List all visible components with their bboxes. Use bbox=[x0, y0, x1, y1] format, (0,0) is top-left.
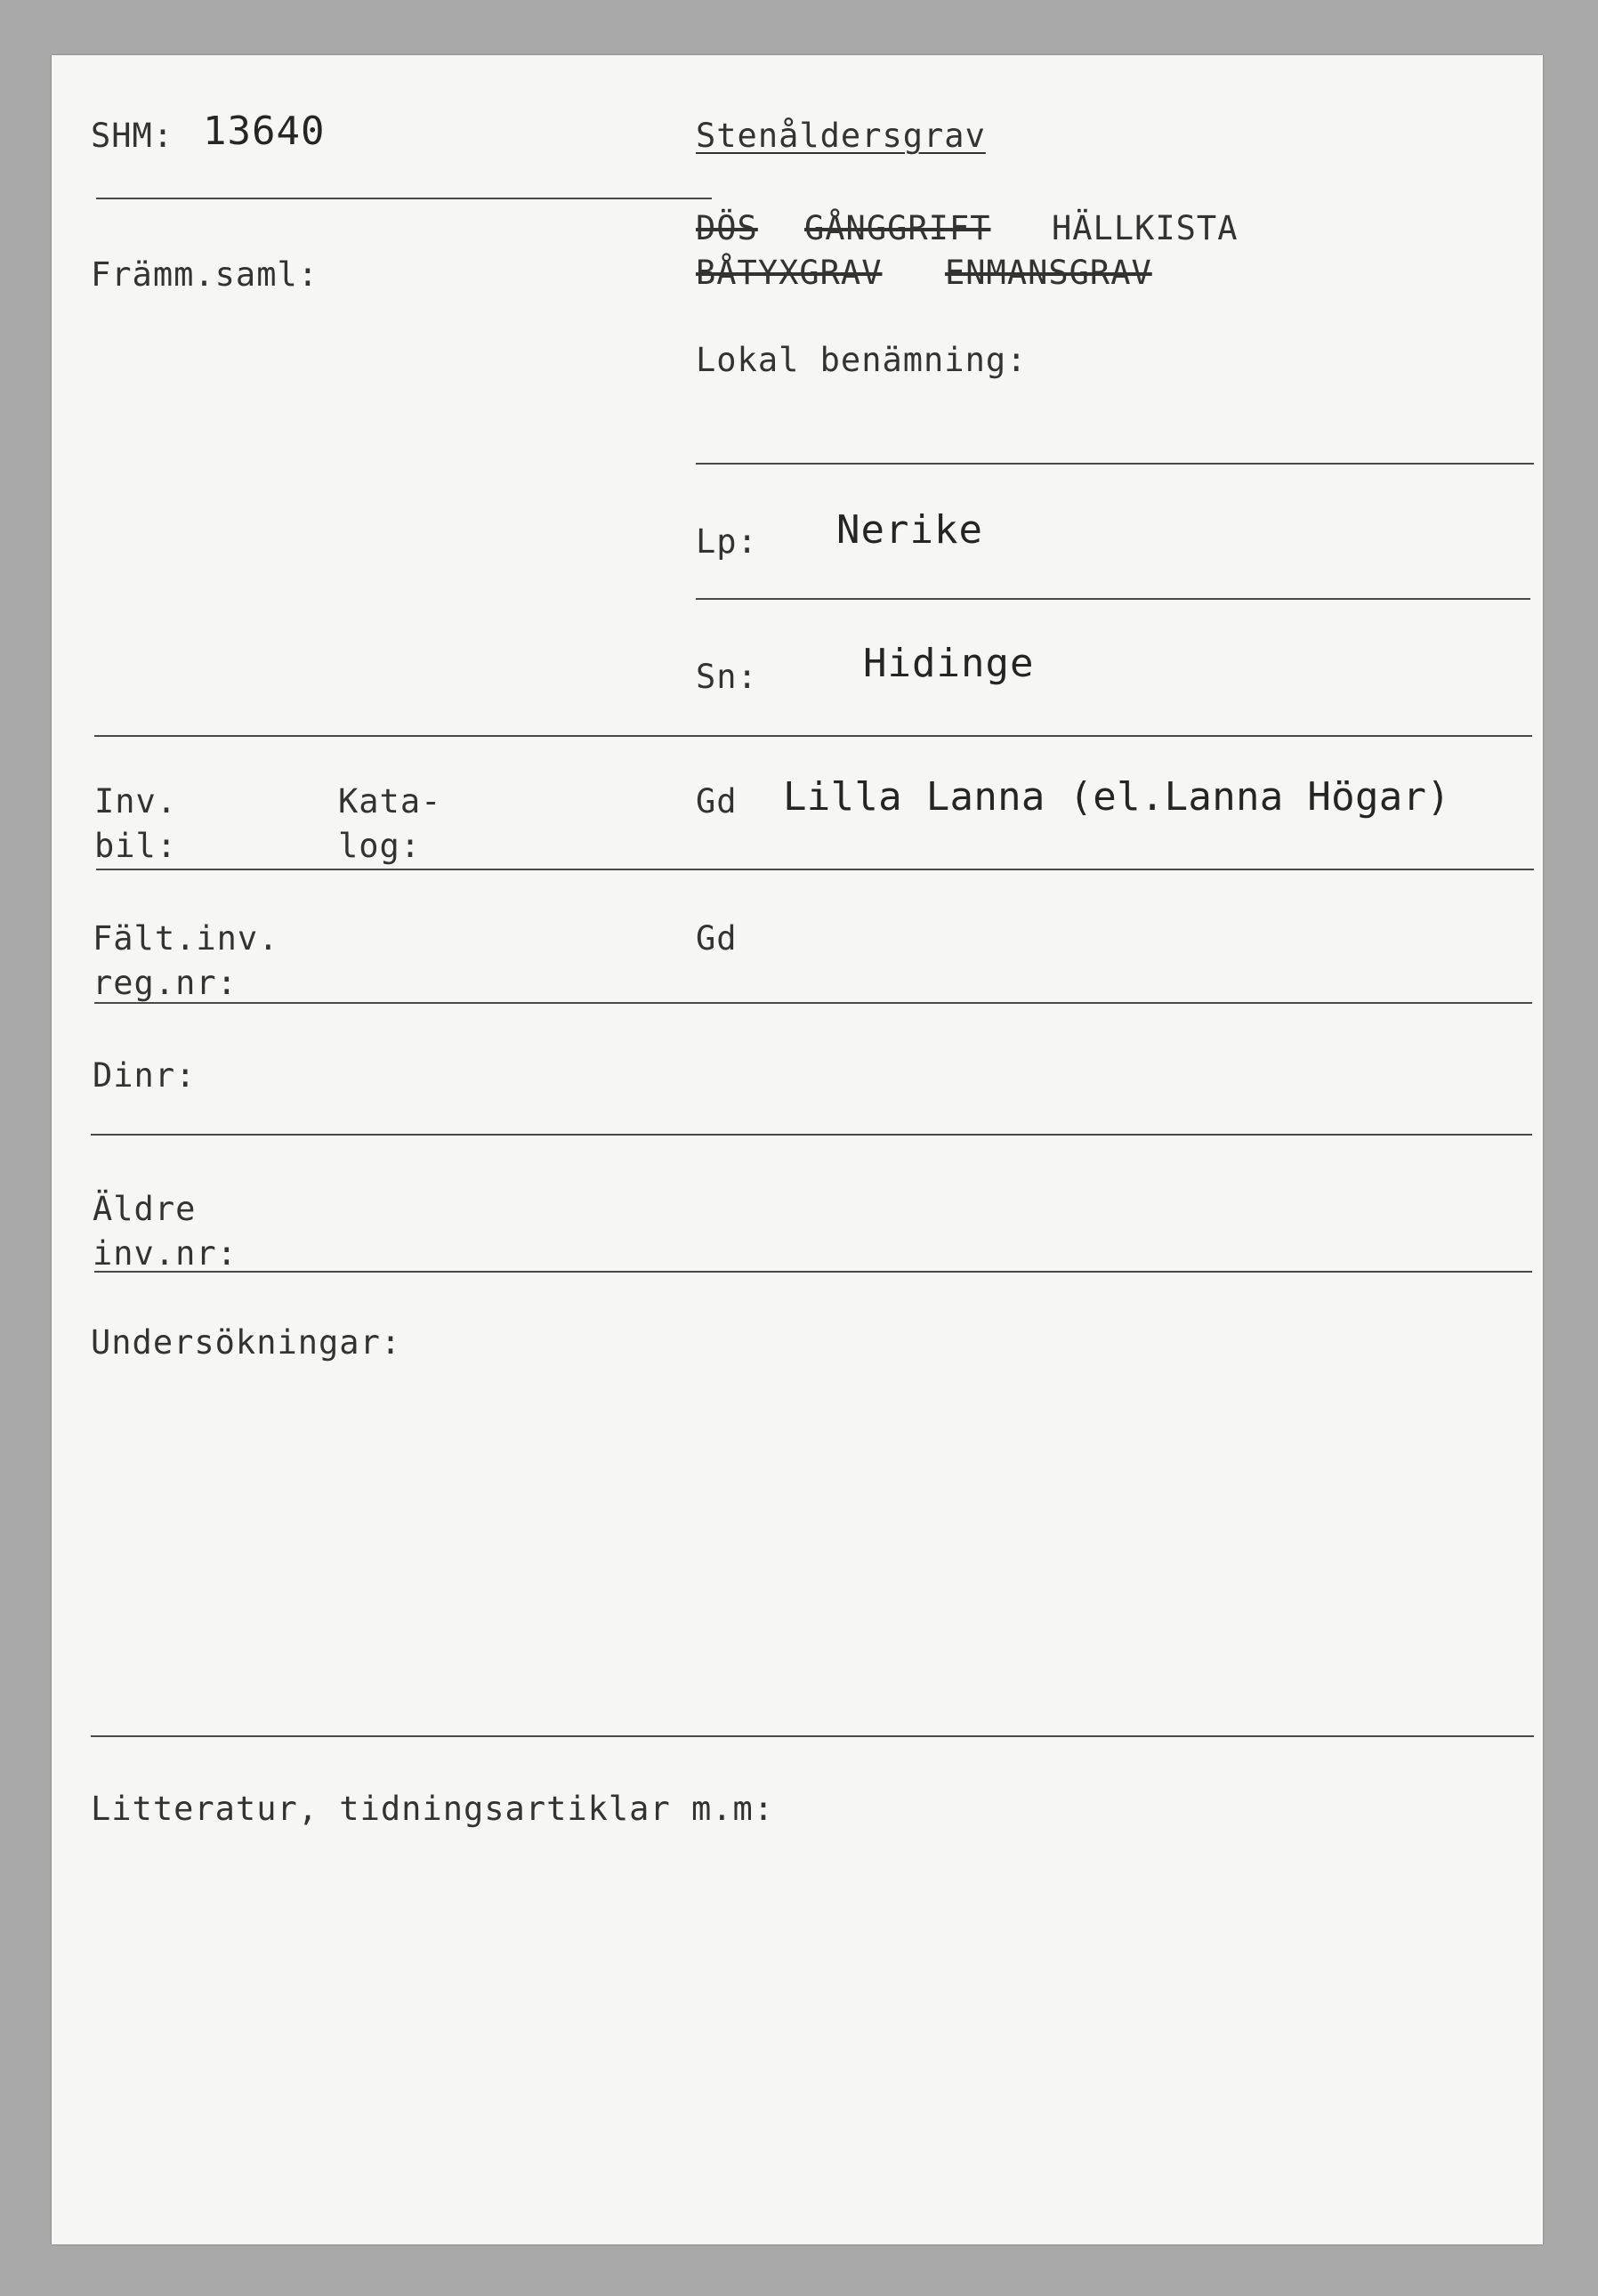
katalog-label: Kata- bbox=[338, 782, 442, 821]
sn-label: Sn: bbox=[696, 658, 758, 696]
dinr-label: Dinr: bbox=[93, 1056, 197, 1095]
shm-label: SHM: bbox=[91, 117, 174, 155]
divider bbox=[96, 869, 1534, 870]
type-batyxgrav-struck: BÅTYXGRAV bbox=[696, 254, 883, 292]
divider bbox=[94, 735, 1532, 737]
bil-label: bil: bbox=[94, 827, 178, 865]
aldre-inv-nr-label: inv.nr: bbox=[93, 1234, 238, 1273]
type-hallkista: HÄLLKISTA bbox=[1052, 209, 1239, 247]
divider bbox=[696, 598, 1530, 600]
divider bbox=[91, 1134, 1532, 1136]
katalog-label-2: log: bbox=[338, 827, 422, 865]
divider bbox=[94, 1271, 1532, 1273]
sn-value: Hidinge bbox=[863, 641, 1035, 686]
lp-value: Nerike bbox=[836, 507, 983, 553]
inv-label: Inv. bbox=[94, 782, 178, 821]
framm-saml-label: Främm.saml: bbox=[91, 255, 319, 294]
falt-inv-label: Fält.inv. bbox=[93, 919, 279, 958]
category-title: Stenåldersgrav bbox=[696, 117, 986, 155]
lokal-benamning-label: Lokal benämning: bbox=[696, 341, 1028, 379]
type-enmansgrav-struck: ENMANSGRAV bbox=[945, 254, 1152, 292]
gd-value: Lilla Lanna (el.Lanna Högar) bbox=[783, 774, 1451, 820]
lp-label: Lp: bbox=[696, 522, 758, 561]
aldre-label: Äldre bbox=[93, 1190, 197, 1228]
gd-label: Gd bbox=[696, 782, 738, 821]
gd-label-2: Gd bbox=[696, 919, 738, 958]
shm-number: 13640 bbox=[203, 109, 326, 154]
type-dos-struck: DÖS bbox=[696, 209, 758, 247]
type-ganggrift-struck: GÅNGGRIFT bbox=[804, 209, 991, 247]
divider bbox=[94, 1002, 1532, 1004]
catalog-card bbox=[52, 55, 1543, 2244]
undersokningar-label: Undersökningar: bbox=[91, 1323, 402, 1362]
reg-nr-label: reg.nr: bbox=[93, 964, 238, 1002]
divider bbox=[96, 198, 712, 199]
litteratur-label: Litteratur, tidningsartiklar m.m: bbox=[91, 1790, 775, 1828]
divider bbox=[91, 1735, 1534, 1737]
divider bbox=[696, 463, 1534, 465]
